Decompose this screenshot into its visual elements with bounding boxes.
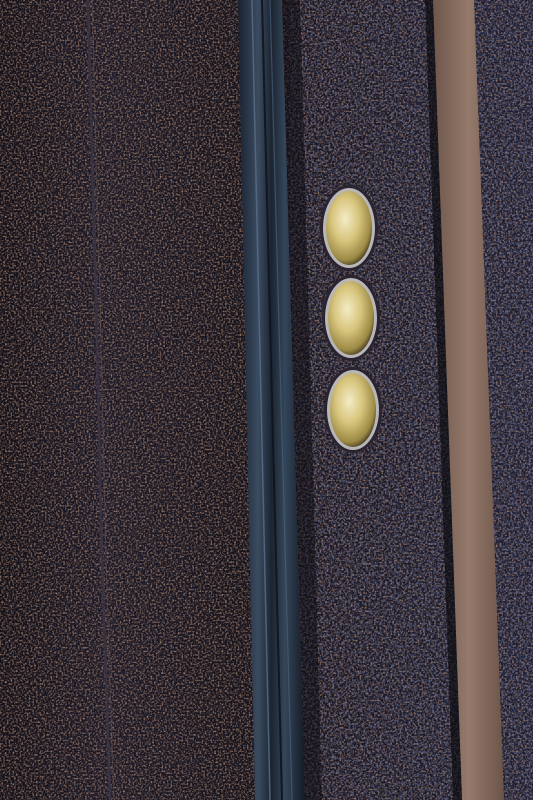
lower-lock-hole — [324, 367, 382, 453]
middle-lock-hole — [322, 275, 380, 361]
upper-lock-hole — [320, 185, 378, 271]
